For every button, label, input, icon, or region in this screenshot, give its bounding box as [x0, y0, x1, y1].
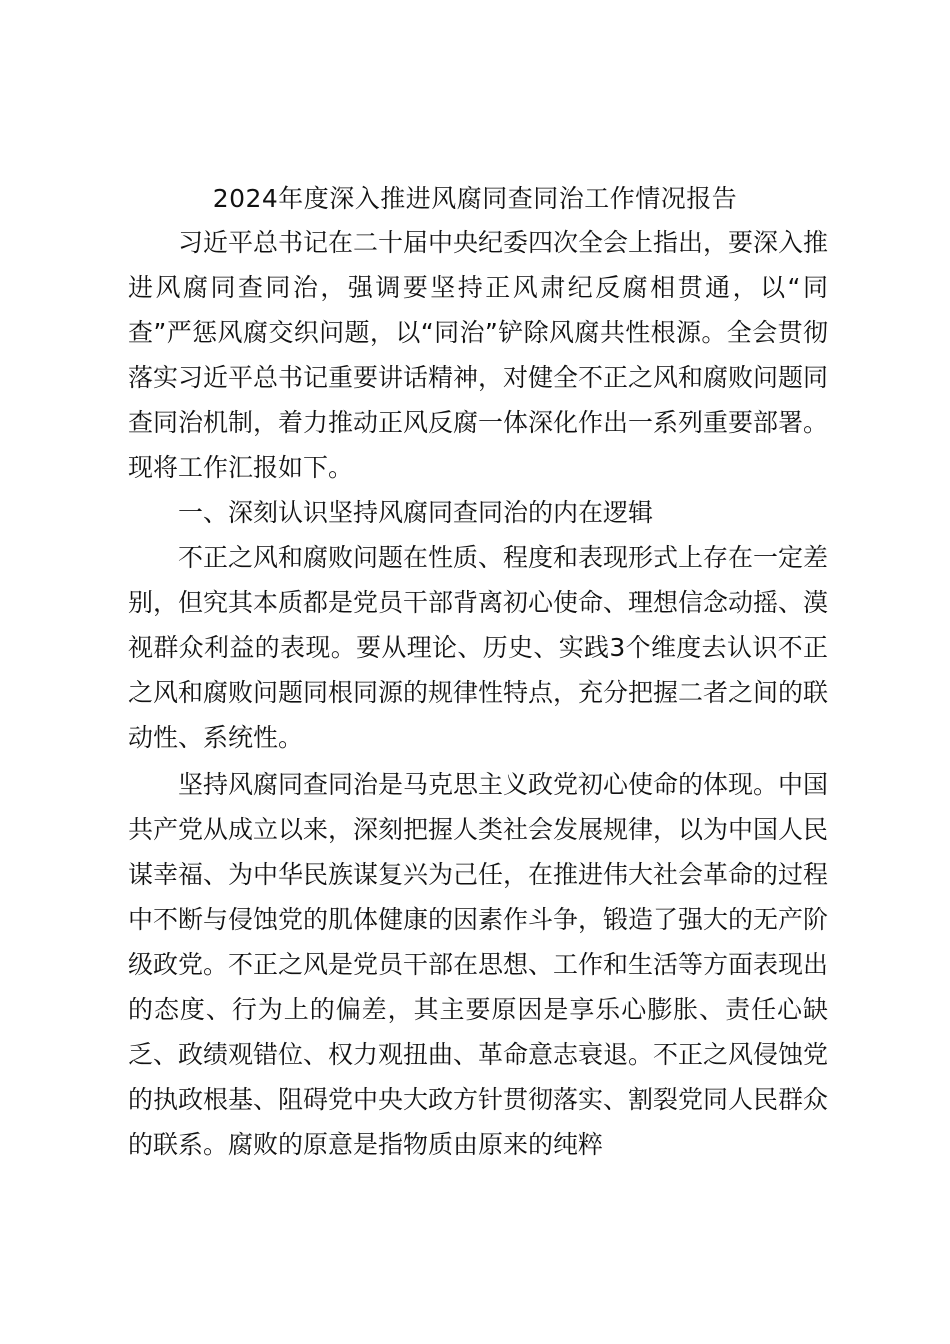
document-title: 2024年度深入推进风腐同查同治工作情况报告: [212, 184, 738, 213]
paragraph-intro: 习近平总书记在二十届中央纪委四次全会上指出，要深入推进风腐同查同治，强调要坚持正风肃纪反腐相贯通，以“同查”严惩风腐交织问题，以“同治”铲除风腐共性根源。全会贯彻落实习近平总书记重要讲话精神，对健全不正之风和腐败问题同查同治机制，着力推动正风反腐一体深化作出一系列重要部署。现将工作汇报如下。: [128, 228, 829, 482]
paragraph-difference: 不正之风和腐败问题在性质、程度和表现形式上存在一定差别，但究其本质都是党员干部背离初心使命、理想信念动摇、漠视群众利益的表现。要从理论、历史、实践3个维度去认识不正之风和腐败问题同根同源的规律性特点，充分把握二者之间的联动性、系统性。: [128, 543, 829, 752]
paragraph-marxism: 坚持风腐同查同治是马克思主义政党初心使命的体现。中国共产党从成立以来，深刻把握人类社会发展规律，以为中国人民谋幸福、为中华民族谋复兴为己任，在推进伟大社会革命的过程中不断与侵蚀党的肌体健康的因素作斗争，锻造了强大的无产阶级政党。不正之风是党员干部在思想、工作和生活等方面表现出的态度、行为上的偏差，其主要原因是享乐心膨胀、责任心缺乏、政绩观错位、权力观扭曲、革命意志衰退。不正之风侵蚀党的执政根基、阻碍党中央大政方针贯彻落实、割裂党同人民群众的联系。腐败的原意是指物质由原来的纯粹: [128, 770, 829, 1159]
section-heading-1: 一、深刻认识坚持风腐同查同治的内在逻辑: [178, 498, 654, 527]
document-body: [128, 220, 828, 1167]
